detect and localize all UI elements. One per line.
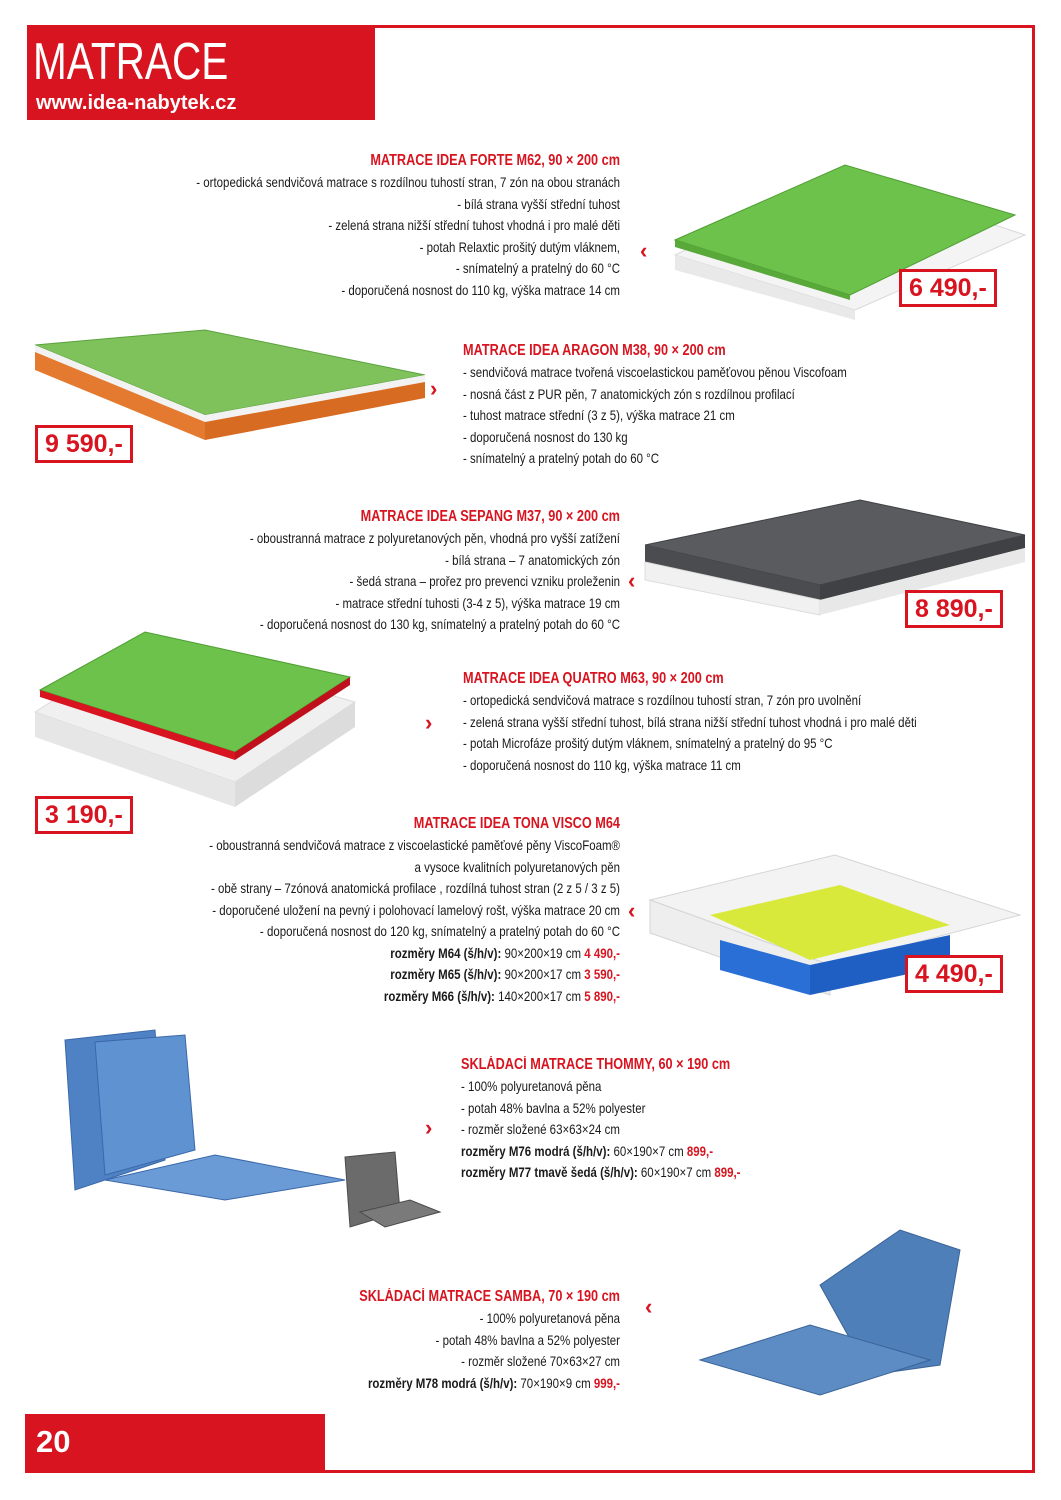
chevron-right-icon: › [425,1115,433,1140]
product-aragon-title: MATRACE IDEA ARAGON M38, 90 × 200 cm [463,342,726,359]
product-thommy-grey-image [340,1152,445,1232]
product-thommy-text [461,1054,1035,1184]
price-tag: 9 590,- [35,425,133,463]
product-quatro-text [463,668,1061,776]
product-quatro-image [35,632,365,812]
feature-line: - doporučená nosnost do 110 kg, výška matrace 11 cm [463,756,741,773]
feature-line: - ortopedická sendvičová matrace s rozdílnou tuhostí stran, 7 zón na obou stranách [196,174,620,190]
feature-line: - bílá strana vyšší střední tuhost [457,195,620,212]
chevron-left-icon: ‹ [645,1294,653,1319]
price-tag: 4 490,- [905,955,1003,993]
feature-line: - 100% polyuretanová pěna [461,1078,602,1094]
feature-line: - zelená strana vyšší střední tuhost, bílá strana nižší střední tuhost vhodná i pro malé děti [463,713,917,730]
feature-line: - bílá strana – 7 anatomických zón [445,551,620,568]
website-url[interactable]: www.idea-nabytek.cz [36,92,237,114]
size-label: rozměry M77 tmavě šedá (š/h/v): [461,1164,638,1180]
size-dims: 60×190×7 cm [613,1142,684,1159]
feature-line: - potah Relaxtic prošitý dutým vláknem, [419,238,620,255]
product-samba-text [46,1286,620,1394]
size-dims: 140×200×17 cm [498,987,582,1004]
chevron-right-icon: › [430,376,438,401]
product-thommy-image [55,1030,355,1200]
size-price: 4 490,- [584,944,620,961]
product-samba-image [700,1225,970,1395]
feature-line: a vysoce kvalitních polyuretanových pěn [414,858,620,875]
chevron-left-icon: ‹ [628,898,636,923]
frame-bottom-line [325,1470,1035,1473]
product-samba-title: SKLÁDACÍ MATRACE SAMBA, 70 × 190 cm [359,1288,620,1305]
product-forte-text [46,150,620,301]
feature-line: - doporučená nosnost do 130 kg, snímatelný a pratelný potah do 60 °C [259,616,620,632]
frame-top-line [375,25,1035,28]
feature-line: - doporučená nosnost do 110 kg, výška matrace 14 cm [341,281,620,298]
size-label: rozměry M76 modrá (š/h/v): [461,1142,611,1159]
chevron-left-icon: ‹ [640,238,648,263]
size-row [46,964,620,986]
feature-line: - tuhost matrace střední (3 z 5), výška matrace 21 cm [463,407,735,423]
feature-line: - šedá strana – prořez pro prevenci vzniku proleženin [349,573,620,589]
size-price: 3 590,- [584,966,620,982]
feature-line: - doporučená nosnost do 130 kg [463,428,628,445]
size-dims: 90×200×17 cm [504,966,582,982]
page-number: 20 [36,1424,71,1459]
feature-line: - matrace střední tuhosti (3-4 z 5), výška matrace 19 cm [335,594,620,611]
product-tona-text [46,813,620,1007]
size-price: 999,- [593,1374,620,1391]
size-row [461,1162,1035,1184]
page-title: MATRACE [33,33,229,91]
feature-line: - oboustranná sendvičová matrace z viscoelastické paměťové pěny ViscoFoam® [209,837,620,853]
product-sepang-title: MATRACE IDEA SEPANG M37, 90 × 200 cm [360,508,620,525]
chevron-right-icon: › [425,710,433,735]
product-aragon-text [463,340,1037,470]
size-price: 899,- [714,1164,741,1180]
size-label: rozměry M64 (š/h/v): [390,944,502,961]
feature-line: - potah Microfáze prošitý dutým vláknem, snímatelný a pratelný do 95 °C [463,735,833,751]
feature-line: - snímatelný a pratelný do 60 °C [455,260,620,276]
size-dims: 70×190×9 cm [520,1374,591,1391]
feature-line: - obě strany – 7zónová anatomická profilace , rozdílná tuhost stran (2 z 5 / 3 z 5) [210,880,620,896]
size-label: rozměry M65 (š/h/v): [390,966,502,982]
feature-line: - rozměr složené 63×63×24 cm [461,1121,620,1137]
feature-line: - oboustranná matrace z polyuretanových pěn, vhodná pro vyšší zatížení [249,530,620,546]
size-row [46,1373,620,1395]
size-dims: 60×190×7 cm [640,1164,712,1180]
size-dims: 90×200×19 cm [504,944,582,961]
size-price: 5 890,- [584,987,620,1004]
price-tag: 3 190,- [35,796,133,834]
feature-line: - nosná část z PUR pěn, 7 anatomických zón s rozdílnou profilací [463,385,795,402]
feature-line: - potah 48% bavlna a 52% polyester [461,1099,646,1116]
feature-line: - sendvičová matrace tvořená viscoelastickou paměťovou pěnou Viscofoam [463,364,847,380]
product-forte-title: MATRACE IDEA FORTE M62, 90 × 200 cm [370,152,620,169]
price-tag: 6 490,- [899,269,997,307]
feature-line: - ortopedická sendvičová matrace s rozdílnou tuhostí stran, 7 zón pro uvolnění [463,692,862,708]
feature-line: - potah 48% bavlna a 52% polyester [435,1331,620,1348]
feature-line: - snímatelný a pratelný potah do 60 °C [463,450,660,466]
size-row [46,943,620,965]
size-price: 899,- [686,1142,714,1159]
size-row [461,1141,1035,1163]
size-label: rozměry M78 modrá (š/h/v): [367,1374,518,1391]
product-quatro-title: MATRACE IDEA QUATRO M63, 90 × 200 cm [463,670,724,687]
feature-line: - zelená strana nižší střední tuhost vhodná i pro malé děti [328,217,620,233]
price-tag: 8 890,- [905,590,1003,628]
feature-line: - rozměr složené 70×63×27 cm [461,1353,620,1369]
product-sepang-text [46,506,620,636]
chevron-left-icon: ‹ [628,568,636,593]
product-thommy-title: SKLÁDACÍ MATRACE THOMMY, 60 × 190 cm [461,1056,731,1073]
feature-line: - doporučená nosnost do 120 kg, snímatelný a pratelný potah do 60 °C [259,923,620,939]
product-tona-title: MATRACE IDEA TONA VISCO M64 [413,815,620,832]
size-row [46,986,620,1008]
feature-line: - doporučené uložení na pevný i polohovací lamelový rošt, výška matrace 20 cm [212,901,620,918]
feature-line: - 100% polyuretanová pěna [479,1310,620,1326]
size-label: rozměry M66 (š/h/v): [383,987,495,1004]
